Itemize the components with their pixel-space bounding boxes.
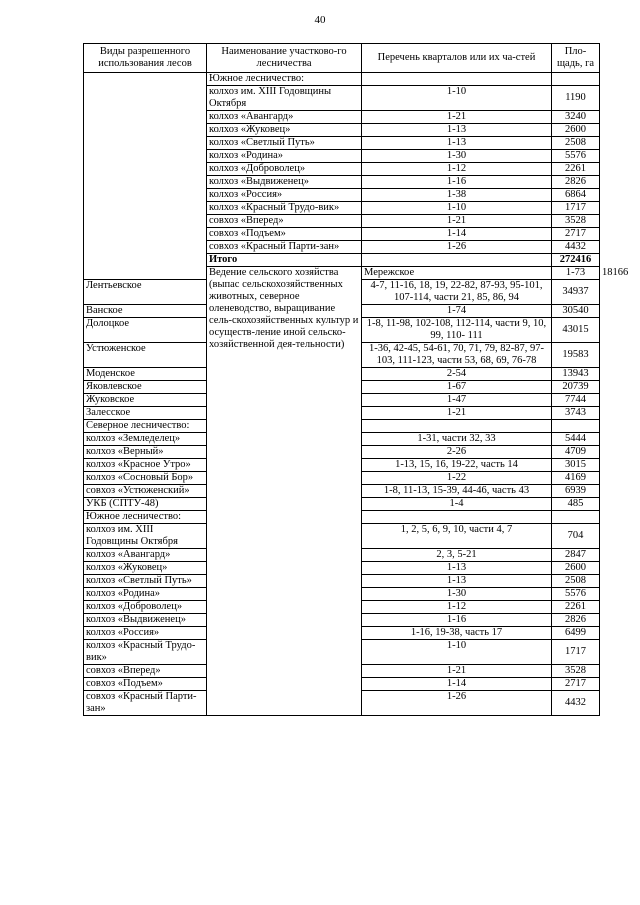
quarters-cell: 1-13 [362, 562, 552, 575]
forestry-name-cell: колхоз им. XIII Годовщины Октября [84, 524, 207, 549]
area-cell: 1717 [552, 202, 600, 215]
forestry-name-cell: колхоз «Жуковец» [207, 124, 362, 137]
area-cell: 3528 [552, 215, 600, 228]
forestry-name-cell: колхоз «Доброволец» [207, 163, 362, 176]
quarters-cell: 1-13 [362, 575, 552, 588]
subheader-row [84, 73, 600, 86]
quarters-cell: 1-10 [362, 640, 552, 665]
header-area: Пло-щадь, га [552, 44, 600, 73]
quarters-cell: 1-16 [362, 176, 552, 189]
empty-cell [362, 254, 552, 267]
area-cell: 4432 [552, 241, 600, 254]
forestry-name-cell: колхоз «Верный» [84, 446, 207, 459]
quarters-cell: 1-14 [362, 678, 552, 691]
forestry-name-cell: Яковлевское [84, 381, 207, 394]
quarters-cell: 1-4 [362, 498, 552, 511]
forestry-name-cell: колхоз «Светлый Путь» [207, 137, 362, 150]
area-cell: 3240 [552, 111, 600, 124]
table-row: Ведение сельского хозяйства (выпас сельскохозяйственных животных, северное оленеводство, выращивание сель-скохозяйственных культур и осуществ-ление иной сельско-хозяйственной дея-тельности) Мережское 1-73 18166 [84, 267, 600, 280]
subheader-label: Южное лесничество: [207, 73, 362, 86]
forestry-name-cell: колхоз «Россия» [207, 189, 362, 202]
area-cell: 2261 [552, 601, 600, 614]
quarters-cell: 1-74 [362, 305, 552, 318]
quarters-cell: 1-22 [362, 472, 552, 485]
forestry-name-cell: колхоз «Авангард» [207, 111, 362, 124]
area-cell: 5576 [552, 150, 600, 163]
forestry-name-cell: УКБ (СПТУ-48) [84, 498, 207, 511]
page-number: 40 [314, 14, 326, 26]
forestry-name-cell: колхоз «Доброволец» [84, 601, 207, 614]
forestry-name-cell: Жуковское [84, 394, 207, 407]
forestry-name-cell: колхоз «Красное Утро» [84, 459, 207, 472]
area-cell: 2508 [552, 137, 600, 150]
quarters-cell: 1-12 [362, 163, 552, 176]
empty-cell [552, 420, 600, 433]
quarters-cell: 1-13 [362, 124, 552, 137]
quarters-cell: 2-26 [362, 446, 552, 459]
table-header-row [84, 44, 600, 73]
forestry-name-cell: Мережское [362, 267, 552, 280]
table-body [84, 73, 629, 716]
subheader-label: Южное лесничество: [84, 511, 207, 524]
area-cell: 704 [552, 524, 600, 549]
forestry-name-cell: колхоз им. XIII Годовщины Октября [207, 86, 362, 111]
total-label: Итого [207, 254, 362, 267]
area-cell: 13943 [552, 368, 600, 381]
area-cell: 1190 [552, 86, 600, 111]
forestry-name-cell: совхоз «Вперед» [84, 665, 207, 678]
quarters-cell: 1-30 [362, 588, 552, 601]
area-cell: 3743 [552, 407, 600, 420]
forestry-name-cell: Залесское [84, 407, 207, 420]
quarters-cell: 2-54 [362, 368, 552, 381]
forestry-name-cell: совхоз «Устюженский» [84, 485, 207, 498]
quarters-cell: 1-47 [362, 394, 552, 407]
area-cell: 2508 [552, 575, 600, 588]
forestry-name-cell: колхоз «Родина» [207, 150, 362, 163]
area-cell: 485 [552, 498, 600, 511]
area-cell: 4432 [552, 691, 600, 716]
area-cell: 6939 [552, 485, 600, 498]
quarters-cell: 1-30 [362, 150, 552, 163]
area-cell: 2717 [552, 678, 600, 691]
quarters-cell: 1-10 [362, 86, 552, 111]
quarters-cell: 1-13, 15, 16, 19-22, часть 14 [362, 459, 552, 472]
quarters-cell: 1-36, 42-45, 54-61, 70, 71, 79, 82-87, 97-103, 111-123, части 53, 68, 69, 76-78 [362, 343, 552, 368]
forestry-name-cell: колхоз «Родина» [84, 588, 207, 601]
quarters-cell: 1, 2, 5, 6, 9, 10, части 4, 7 [362, 524, 552, 549]
forest-use-table [83, 43, 629, 716]
quarters-cell: 1-21 [362, 665, 552, 678]
area-cell: 3528 [552, 665, 600, 678]
forestry-name-cell: колхоз «Сосновый Бор» [84, 472, 207, 485]
quarters-cell: 1-67 [362, 381, 552, 394]
forestry-name-cell: колхоз «Выдвиженец» [207, 176, 362, 189]
area-cell: 2600 [552, 124, 600, 137]
forestry-name-cell: колхоз «Жуковец» [84, 562, 207, 575]
subheader-label: Северное лесничество: [84, 420, 207, 433]
area-cell: 4709 [552, 446, 600, 459]
area-cell: 1717 [552, 640, 600, 665]
area-cell: 34937 [552, 280, 600, 305]
area-cell: 4169 [552, 472, 600, 485]
use-type-cell [84, 73, 207, 280]
forestry-name-cell: совхоз «Красный Парти-зан» [207, 241, 362, 254]
area-cell: 2826 [552, 614, 600, 627]
quarters-cell: 1-38 [362, 189, 552, 202]
area-cell: 6499 [552, 627, 600, 640]
forestry-name-cell: Лентьевское [84, 280, 207, 305]
forestry-name-cell: колхоз «Выдвиженец» [84, 614, 207, 627]
quarters-cell: 1-21 [362, 407, 552, 420]
area-cell: 19583 [552, 343, 600, 368]
area-cell: 5576 [552, 588, 600, 601]
area-cell: 20739 [552, 381, 600, 394]
forestry-name-cell: колхоз «Авангард» [84, 549, 207, 562]
forestry-name-cell: совхоз «Подъем» [84, 678, 207, 691]
quarters-cell: 1-13 [362, 137, 552, 150]
quarters-cell: 1-12 [362, 601, 552, 614]
forestry-name-cell: колхоз «Красный Трудо-вик» [207, 202, 362, 215]
quarters-cell: 1-31, части 32, 33 [362, 433, 552, 446]
forestry-name-cell: колхоз «Светлый Путь» [84, 575, 207, 588]
forestry-name-cell: колхоз «Земледелец» [84, 433, 207, 446]
quarters-cell: 1-73 [552, 267, 600, 280]
area-cell: 2261 [552, 163, 600, 176]
quarters-cell: 4-7, 11-16, 18, 19, 22-82, 87-93, 95-101, 107-114, части 21, 85, 86, 94 [362, 280, 552, 305]
forestry-name-cell: Устюженское [84, 343, 207, 368]
empty-cell [552, 511, 600, 524]
quarters-cell: 1-26 [362, 241, 552, 254]
forestry-name-cell: совхоз «Подъем» [207, 228, 362, 241]
header-quarters: Перечень кварталов или их ча-стей [362, 44, 552, 73]
quarters-cell: 1-8, 11-98, 102-108, 112-114, части 9, 10, 99, 110- 111 [362, 318, 552, 343]
area-cell: 2600 [552, 562, 600, 575]
header-use-type: Виды разрешенного использования лесов [84, 44, 207, 73]
forestry-name-cell: колхоз «Россия» [84, 627, 207, 640]
forestry-name-cell: Долоцкое [84, 318, 207, 343]
forestry-name-cell: совхоз «Красный Парти-зан» [84, 691, 207, 716]
header-forestry-name: Наименование участково-го лесничества [207, 44, 362, 73]
quarters-cell: 1-21 [362, 215, 552, 228]
forestry-name-cell: совхоз «Вперед» [207, 215, 362, 228]
forestry-name-cell: Ванское [84, 305, 207, 318]
forestry-name-cell: колхоз «Красный Трудо-вик» [84, 640, 207, 665]
quarters-cell: 1-8, 11-13, 15-39, 44-46, часть 43 [362, 485, 552, 498]
quarters-cell: 1-26 [362, 691, 552, 716]
quarters-cell: 1-14 [362, 228, 552, 241]
empty-cell [362, 420, 552, 433]
quarters-cell: 1-21 [362, 111, 552, 124]
total-value: 272416 [552, 254, 600, 267]
quarters-cell: 1-16, 19-38, часть 17 [362, 627, 552, 640]
area-cell: 2847 [552, 549, 600, 562]
area-cell: 3015 [552, 459, 600, 472]
quarters-cell: 1-10 [362, 202, 552, 215]
area-cell: 6864 [552, 189, 600, 202]
area-cell: 43015 [552, 318, 600, 343]
area-cell: 2717 [552, 228, 600, 241]
quarters-cell: 1-16 [362, 614, 552, 627]
use-type-cell: Ведение сельского хозяйства (выпас сельскохозяйственных животных, северное оленеводство, выращивание сель-скохозяйственных культур и осуществ-ление иной сельско-хозяйственной дея-тельности) [207, 267, 362, 716]
area-cell: 5444 [552, 433, 600, 446]
quarters-cell: 2, 3, 5-21 [362, 549, 552, 562]
area-cell: 2826 [552, 176, 600, 189]
empty-cell [362, 511, 552, 524]
area-cell: 7744 [552, 394, 600, 407]
forestry-name-cell: Моденское [84, 368, 207, 381]
area-cell: 30540 [552, 305, 600, 318]
